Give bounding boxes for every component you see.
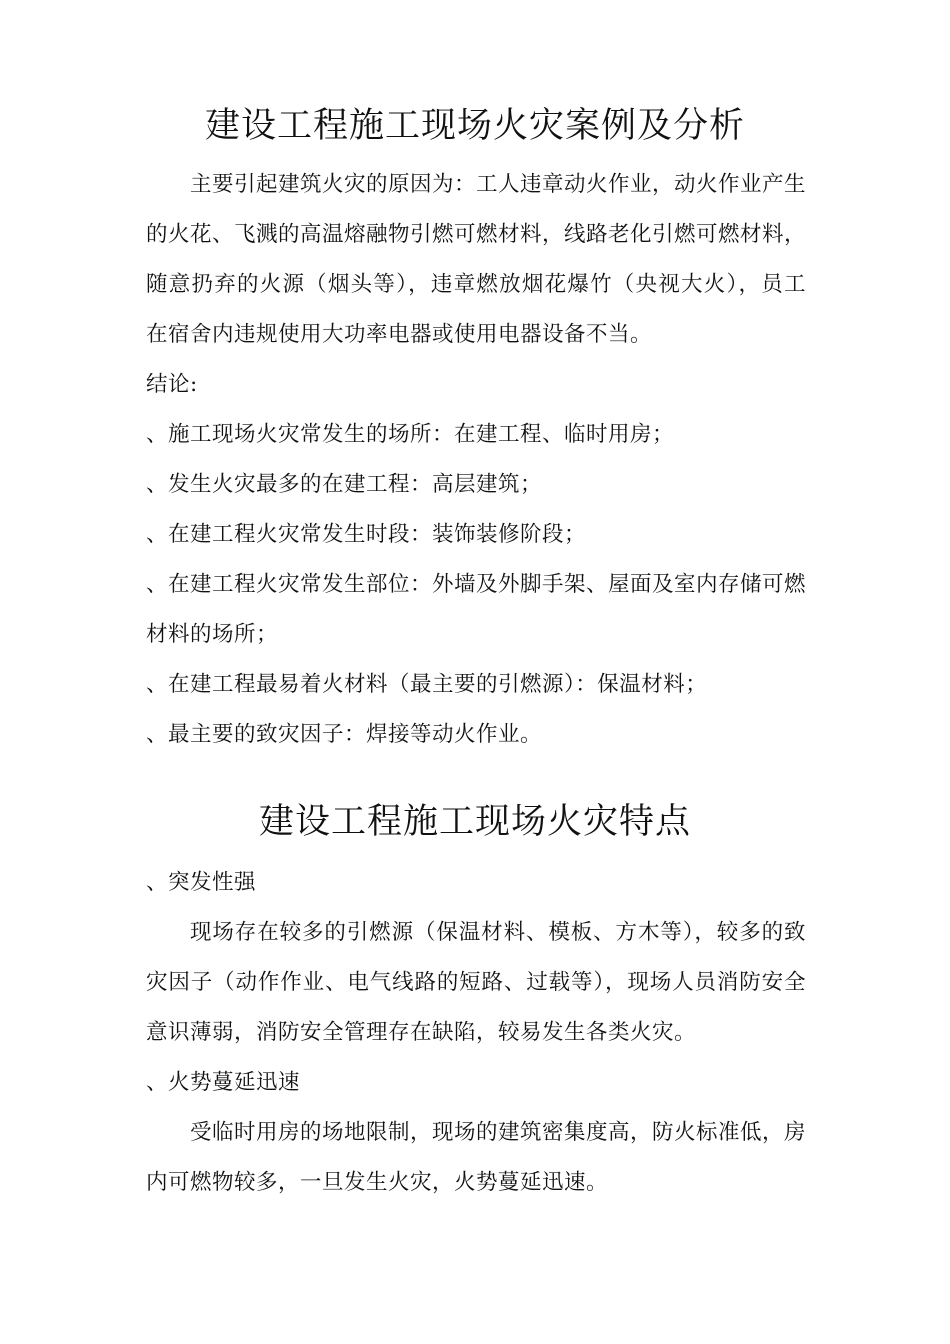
feature-1-body: 现场存在较多的引燃源（保温材料、模板、方木等），较多的致灾因子（动作作业、电气线路的短路、过载等），现场人员消防安全意识薄弱，消防安全管理存在缺陷，较易发生各类火灾。: [146, 920, 806, 1045]
feature-2-heading: 、火势蔓延迅速: [146, 1070, 301, 1095]
section2-title: 建设工程施工现场火灾特点: [258, 802, 691, 842]
conclusion-item-6: 、最主要的致灾因子：焊接等动火作业。: [146, 722, 543, 747]
feature-1-heading: 、突发性强: [146, 870, 257, 895]
section1-intro-paragraph: 主要引起建筑火灾的原因为：工人违章动火作业，动火作业产生的火花、飞溅的高温熔融物引燃可燃材料，线路老化引燃可燃材料，随意扔弃的火源（烟头等），违章燃放烟花爆竹（央视大火），员工在宿舍内违规使用大功率电器或使用电器设备不当。: [146, 172, 807, 347]
conclusion-item-4: 、在建工程火灾常发生部位：外墙及外脚手架、屋面及室内存储可燃材料的场所；: [146, 572, 807, 647]
feature-2-body: 受临时用房的场地限制，现场的建筑密集度高，防火标准低，房内可燃物较多，一旦发生火灾，火势蔓延迅速。: [146, 1120, 807, 1195]
section1-title: 建设工程施工现场火灾案例及分析: [204, 106, 745, 146]
conclusion-item-3: 、在建工程火灾常发生时段：装饰装修阶段；: [146, 522, 587, 547]
conclusion-item-2: 、发生火灾最多的在建工程：高层建筑；: [146, 472, 543, 497]
conclusion-item-5: 、在建工程最易着火材料（最主要的引燃源）：保温材料；: [146, 672, 708, 697]
conclusion-item-1: 、施工现场火灾常发生的场所：在建工程、临时用房；: [146, 422, 675, 447]
conclusion-label: 结论:: [146, 372, 198, 397]
